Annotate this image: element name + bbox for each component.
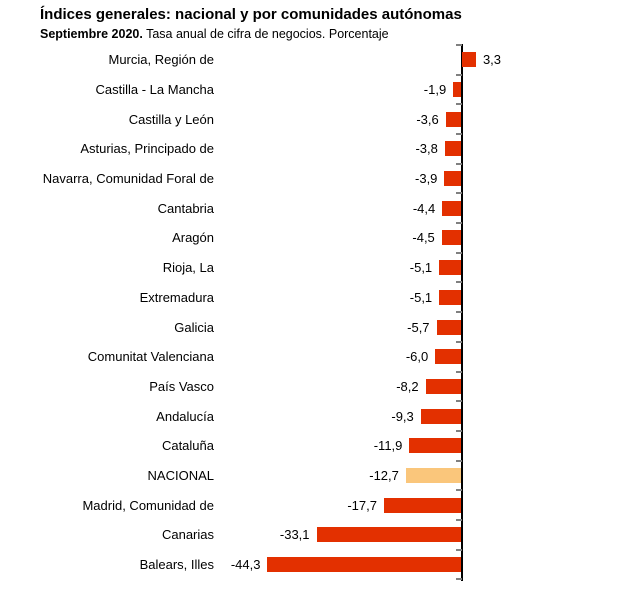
axis-tick [456, 281, 462, 283]
value-label: -11,9 [373, 438, 403, 454]
value-label: -12,7 [369, 468, 399, 483]
bar [445, 141, 462, 156]
bar [442, 230, 462, 245]
bar [439, 290, 461, 305]
bar-nacional-highlight [406, 468, 462, 483]
category-label: NACIONAL [147, 468, 214, 483]
category-label: Cantabria [157, 200, 214, 216]
value-label: -4,5 [412, 230, 435, 246]
category-label: Castilla - La Mancha [95, 81, 214, 97]
category-label: Cataluña [161, 438, 214, 454]
bar [442, 201, 461, 216]
chart-title: Índices generales: nacional y por comunidades autónomas [40, 6, 462, 23]
axis-tick [456, 44, 462, 46]
bar [435, 349, 461, 364]
axis-tick [456, 400, 462, 402]
axis-tick [456, 460, 462, 462]
bar [426, 379, 462, 394]
axis-tick [456, 578, 462, 580]
value-label: -44,3 [230, 557, 261, 573]
axis-tick [456, 252, 462, 254]
value-label: -5,1 [409, 260, 433, 276]
axis-tick [456, 371, 462, 373]
value-label: -3,6 [416, 111, 439, 127]
value-label: -9,3 [391, 408, 414, 424]
bar [439, 260, 461, 275]
axis-tick [456, 103, 462, 105]
value-label: -5,7 [407, 319, 430, 335]
value-label: 3,3 [482, 52, 502, 68]
category-label: País Vasco [149, 378, 214, 394]
category-label: Castilla y León [128, 111, 214, 127]
axis-tick [456, 489, 462, 491]
value-label: -3,8 [415, 141, 438, 157]
value-label: -17,7 [347, 497, 377, 513]
category-label: Canarias [161, 527, 214, 543]
bar [384, 498, 462, 513]
bar [462, 52, 476, 67]
axis-tick [456, 519, 462, 521]
category-label: Comunitat Valenciana [87, 349, 214, 365]
bar [267, 557, 461, 572]
category-label: Galicia [174, 319, 214, 335]
bar [444, 171, 461, 186]
bar [421, 409, 462, 424]
category-label: Asturias, Principado de [80, 141, 214, 157]
bar [317, 527, 462, 542]
axis-tick [456, 222, 462, 224]
category-label: Balears, Illes [139, 557, 214, 573]
category-label: Madrid, Comunidad de [82, 497, 214, 513]
value-label: -1,9 [423, 81, 447, 97]
axis-tick [456, 163, 462, 165]
bar [409, 438, 461, 453]
axis-tick [456, 74, 462, 76]
value-label: -8,2 [396, 378, 419, 394]
category-label: Extremadura [139, 289, 214, 305]
category-label: Aragón [172, 230, 214, 246]
axis-tick [456, 341, 462, 343]
axis-tick [456, 133, 462, 135]
bar [446, 112, 462, 127]
value-label: -6,0 [405, 349, 429, 365]
subtitle-measure: Tasa anual de cifra de negocios. Porcentaje [146, 26, 389, 41]
category-label: Murcia, Región de [108, 52, 214, 68]
category-label: Rioja, La [162, 260, 214, 276]
bar [453, 82, 461, 97]
subtitle-period: Septiembre 2020. [40, 26, 143, 41]
axis-tick [456, 549, 462, 551]
axis-tick [456, 192, 462, 194]
axis-tick [456, 430, 462, 432]
category-label: Navarra, Comunidad Foral de [42, 171, 214, 186]
value-label: -5,1 [409, 289, 433, 305]
axis-tick [456, 311, 462, 313]
bar [437, 320, 462, 335]
value-label: -33,1 [279, 527, 310, 543]
category-label: Andalucía [156, 408, 214, 424]
value-label: -4,4 [412, 200, 436, 216]
value-label: -3,9 [415, 171, 438, 186]
